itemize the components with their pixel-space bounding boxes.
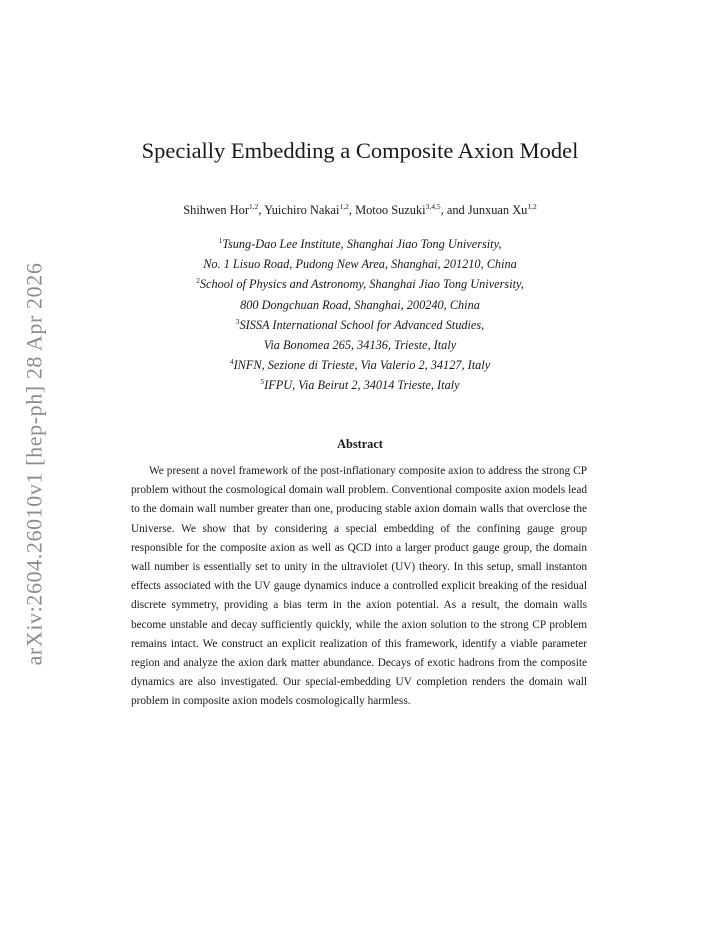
affiliation-line: No. 1 Lisuo Road, Pudong New Area, Shanghai, 201210, China [203,257,517,272]
abstract-body: We present a novel framework of the post-inflationary composite axion to address the strong CP problem without the cosmological domain wall problem. Conventional composite axion models lead to the domain wall number greater than one, producing stable axion domain walls that overclose the Universe. We show that by considering a special embedding of the confining gauge group responsible for the composite axion as well as QCD into a larger product gauge group, the domain wall number is essentially set to unity in the ultraviolet (UV) theory. In this setup, small instanton effects associated with the UV gauge dynamics induce a controlled explicit breaking of the residual discrete symmetry, providing a bias term in the axion potential. As a result, the domain walls become unstable and decay sufficiently quickly, while the axion solution to the strong CP problem remains intact. We construct an explicit realization of this framework, identify a viable parameter region and analyze the axion dark matter abundance. Decays of exotic hadrons from the composite dynamics are also investigated. Our special-embedding UV completion renders the domain wall problem in composite axion models cosmologically harmless. [131,465,587,708]
affiliation-mark: 5 [260,377,265,387]
affiliation-text: Tsung-Dao Lee Institute, Shanghai Jiao Tong University, [222,237,502,251]
affiliation-mark: 3 [235,316,240,326]
affiliation-mark: 2 [196,276,200,286]
author-list [0,203,720,218]
paper-title: Specially Embedding a Composite Axion Model [141,138,579,163]
author-name: Shihwen Hor [183,203,249,217]
affiliation-line: Via Bonomea 265, 34136, Trieste, Italy [263,338,457,353]
arxiv-identifier-text: arXiv:2604.26010v1 [hep-ph] 28 Apr 2026 [21,262,47,666]
author-separator: , [258,203,265,217]
affiliation-line [0,234,720,254]
abstract-heading: Abstract [337,437,383,451]
author-name: Yuichiro Nakai [264,203,340,217]
affiliation-line [0,274,720,294]
author-affiliation-mark: 1,2 [527,202,537,211]
author-separator: , and [440,203,468,217]
affiliation-line: 800 Dongchuan Road, Shanghai, 200240, China [240,297,480,312]
author-name: Junxuan Xu [467,203,528,217]
affiliation-mark: 1 [218,236,223,245]
author-affiliation-mark: 3,4,5 [425,202,441,211]
affiliation-list [0,234,720,396]
affiliation-text: IFPU, Via Beirut 2, 34014 Trieste, Italy [264,378,460,393]
affiliation-line [0,375,720,395]
affiliation-line [0,315,720,335]
author-affiliation-mark: 1,2 [339,202,349,211]
affiliation-line [0,355,720,375]
affiliation-mark: 4 [229,357,234,367]
author-name: Motoo Suzuki [355,203,426,217]
affiliation-text: INFN, Sezione di Trieste, Via Valerio 2, 34127, Italy [233,358,491,373]
affiliation-text: School of Physics and Astronomy, Shanghai Jiao Tong University, [199,277,524,292]
affiliation-text: SISSA International School for Advanced Studies, [239,317,485,332]
author-separator: , [348,203,356,217]
author-affiliation-mark: 1,2 [249,202,259,211]
